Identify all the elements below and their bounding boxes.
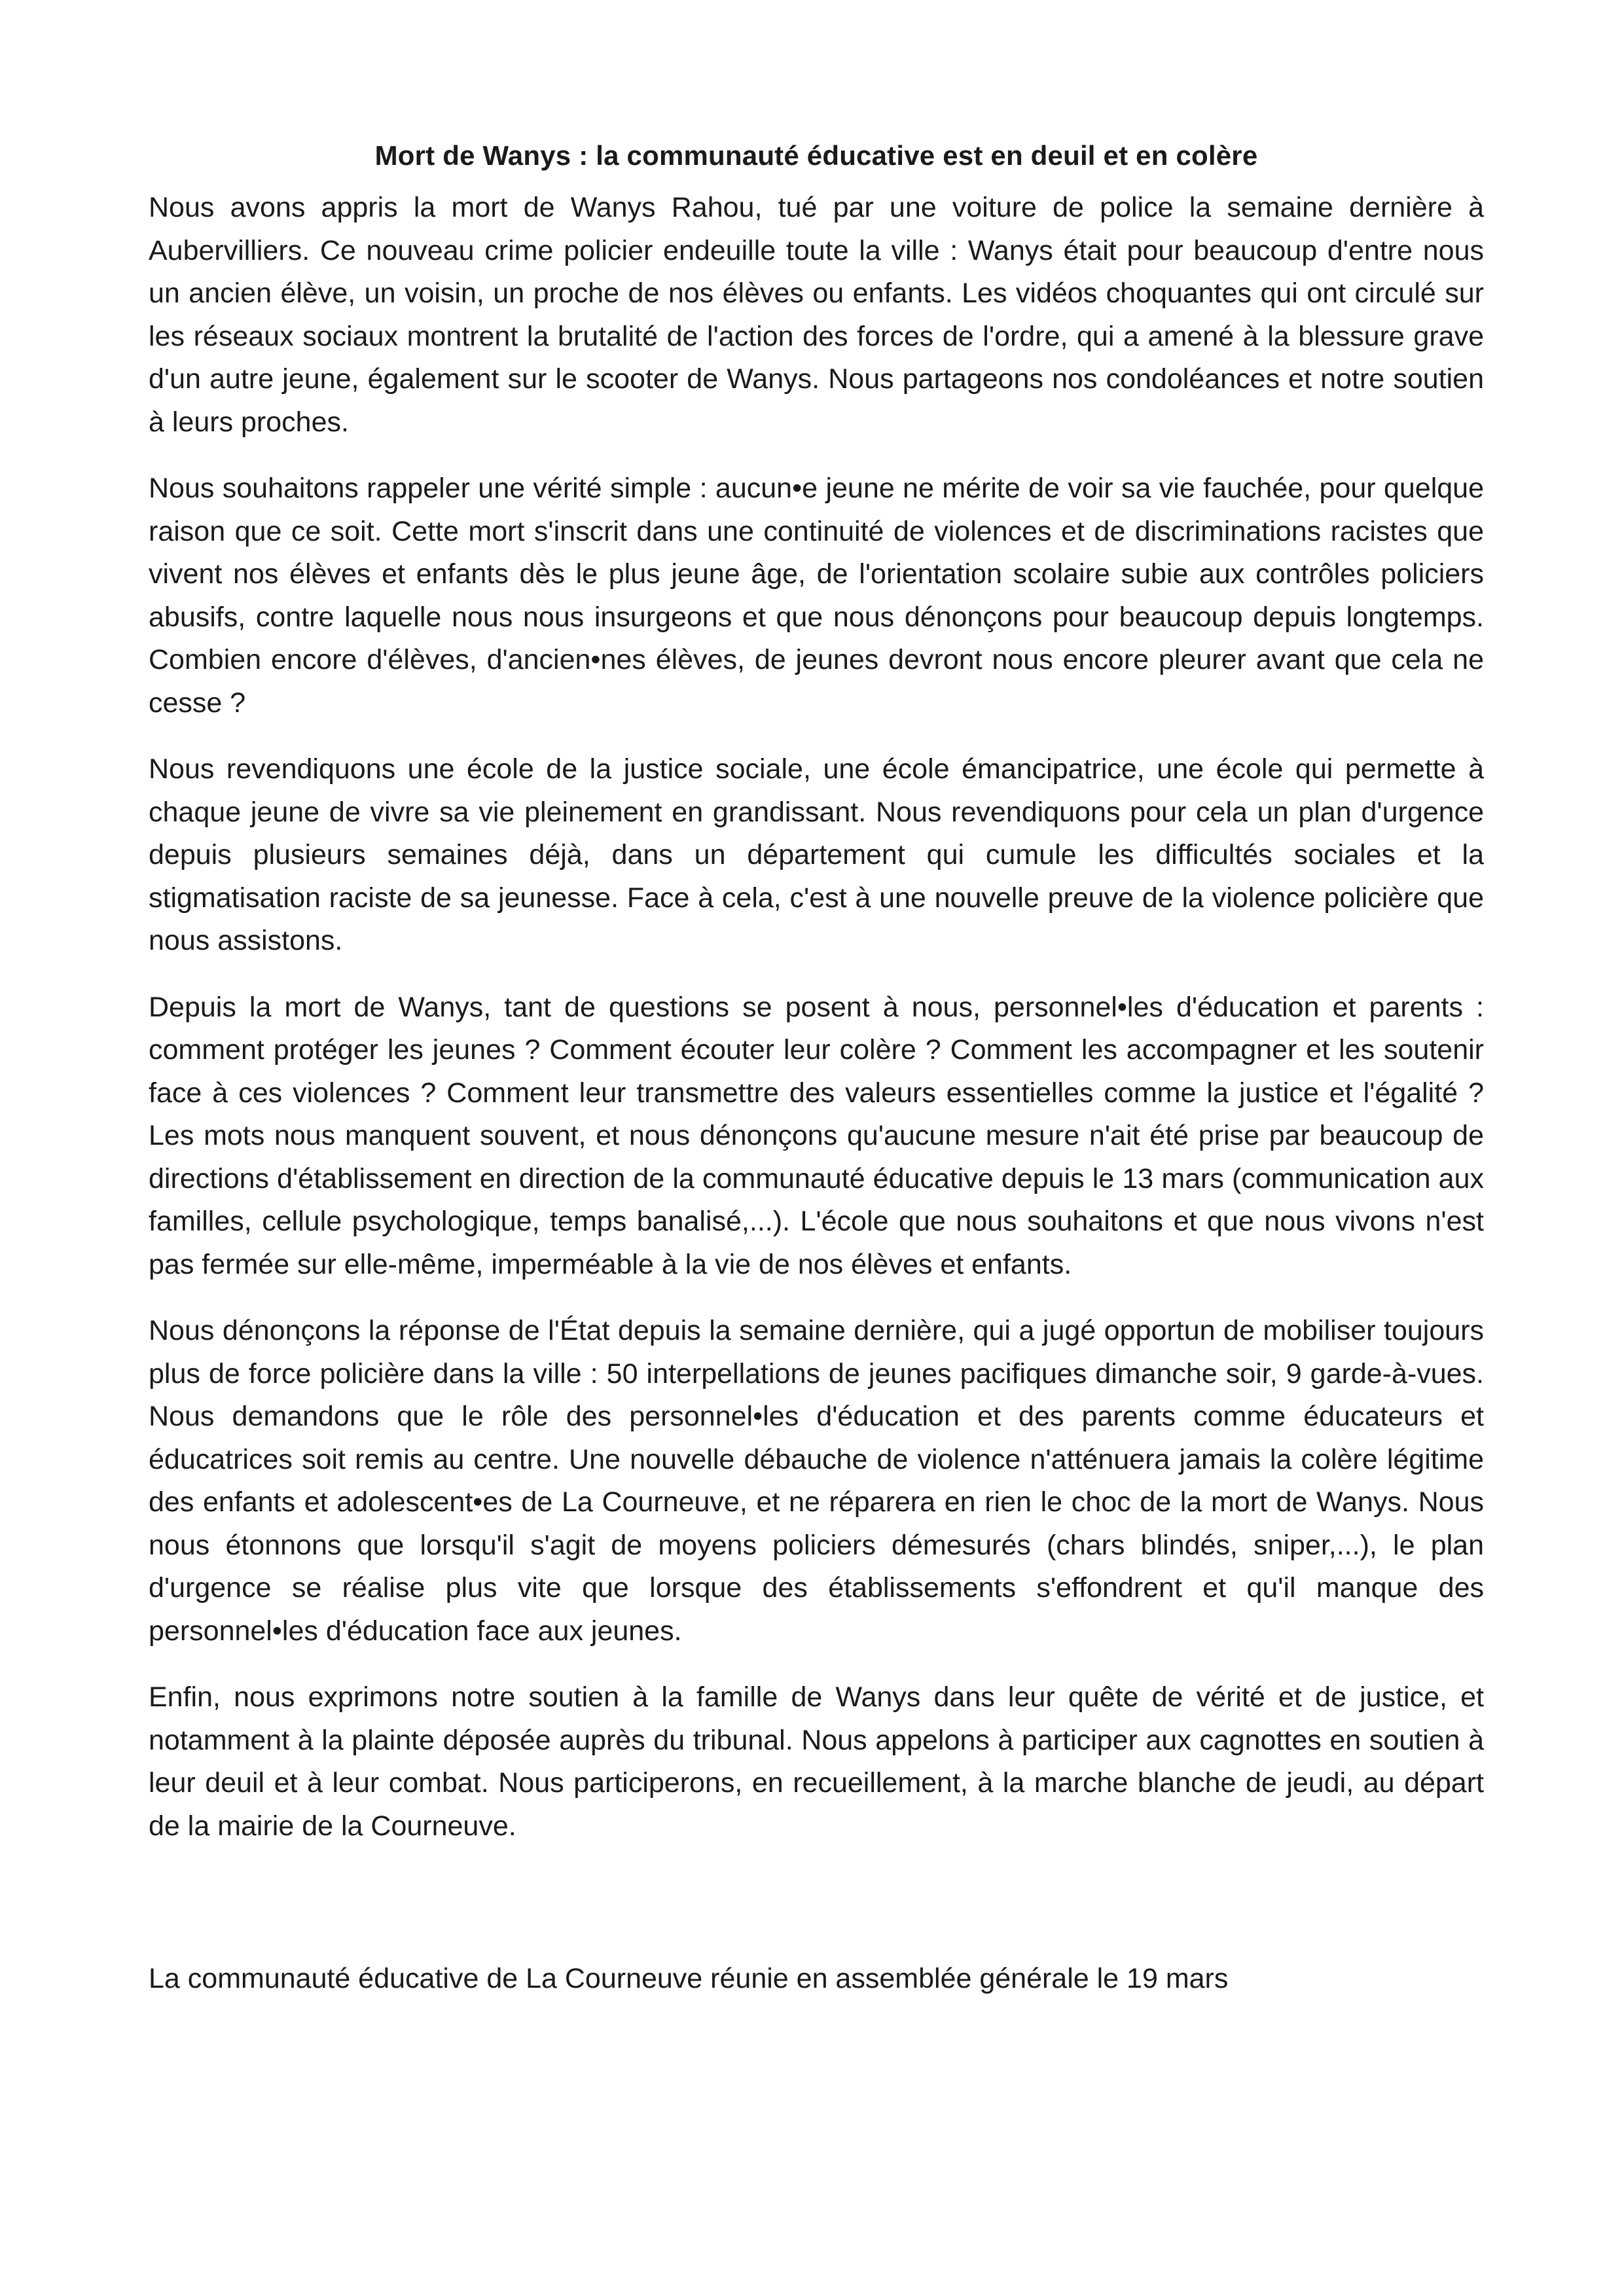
document-page — [149, 134, 1484, 2001]
paragraph-5: Nous dénonçons la réponse de l'État depuis la semaine dernière, qui a jugé opportun de mobiliser toujours plus de force policière dans la ville : 50 interpellations de jeunes pacifiques dimanche soir, 9 garde-à-vues. Nous demandons que le rôle des personnel•les d'éducation et des parents comme éducateurs et éducatrices soit remis au centre. Une nouvelle débauche de violence n'atténuera jamais la colère légitime des enfants et adolescent•es de La Courneuve, et ne réparera en rien le choc de la mort de Wanys. Nous nous étonnons que lorsqu'il s'agit de moyens policiers démesurés (chars blindés, sniper,...), le plan d'urgence se réalise plus vite que lorsque des établissements s'effondrent et qu'il manque des personnel•les d'éducation face aux jeunes. — [149, 1315, 1484, 1647]
paragraph-1: Nous avons appris la mort de Wanys Rahou, tué par une voiture de police la semaine dernière à Aubervilliers. Ce nouveau crime policier endeuille toute la ville : Wanys était pour beaucoup d'entre nous un ancien élève, un voisin, un proche de nos élèves ou enfants. Les vidéos choquantes qui ont circulé sur les réseaux sociaux montrent la brutalité de l'action des forces de l'ordre, qui a amené à la blessure grave d'un autre jeune, également sur le scooter de Wanys. Nous partageons nos condoléances et notre soutien à leurs proches. — [149, 192, 1484, 438]
signature-line: La communauté éducative de La Courneuve réunie en assemblée générale le 19 mars — [149, 1963, 1229, 1994]
paragraph-3: Nous revendiquons une école de la justice sociale, une école émancipatrice, une école qui permette à chaque jeune de vivre sa vie pleinement en grandissant. Nous revendiquons pour cela un plan d'urgence depuis plusieurs semaines déjà, dans un département qui cumule les difficultés sociales et la stigmatisation raciste de sa jeunesse. Face à cela, c'est à une nouvelle preuve de la violence policière que nous assistons. — [149, 753, 1484, 956]
paragraph-6: Enfin, nous exprimons notre soutien à la famille de Wanys dans leur quête de vérité et de justice, et notamment à la plainte déposée auprès du tribunal. Nous appelons à participer aux cagnottes en soutien à leur deuil et à leur combat. Nous participerons, en recueillement, à la marche blanche de jeudi, au départ de la mairie de la Courneuve. — [149, 1681, 1484, 1842]
paragraph-4: Depuis la mort de Wanys, tant de questions se posent à nous, personnel•les d'éducation et parents : comment protéger les jeunes ? Comment écouter leur colère ? Comment les accompagner et les soutenir face à ces violences ? Comment leur transmettre des valeurs essentielles comme la justice et l'égalité ? Les mots nous manquent souvent, et nous dénonçons qu'aucune mesure n'ait été prise par beaucoup de directions d'établissement en direction de la communauté éducative depuis le 13 mars (communication aux familles, cellule psychologique, temps banalisé,...). L'école que nous souhaitons et que nous vivons n'est pas fermée sur elle-même, imperméable à la vie de nos élèves et enfants. — [149, 991, 1484, 1280]
document-title: Mort de Wanys : la communauté éducative est en deuil et en colère — [374, 140, 1258, 171]
paragraph-2: Nous souhaitons rappeler une vérité simple : aucun•e jeune ne mérite de voir sa vie fauchée, pour quelque raison que ce soit. Cette mort s'inscrit dans une continuité de violences et de discriminations racistes que vivent nos élèves et enfants dès le plus jeune âge, de l'orientation scolaire subie aux contrôles policiers abusifs, contre laquelle nous nous insurgeons et que nous dénonçons pour beaucoup depuis longtemps. Combien encore d'élèves, d'ancien•nes élèves, de jeunes devront nous encore pleurer avant que cela ne cesse ? — [149, 473, 1484, 719]
